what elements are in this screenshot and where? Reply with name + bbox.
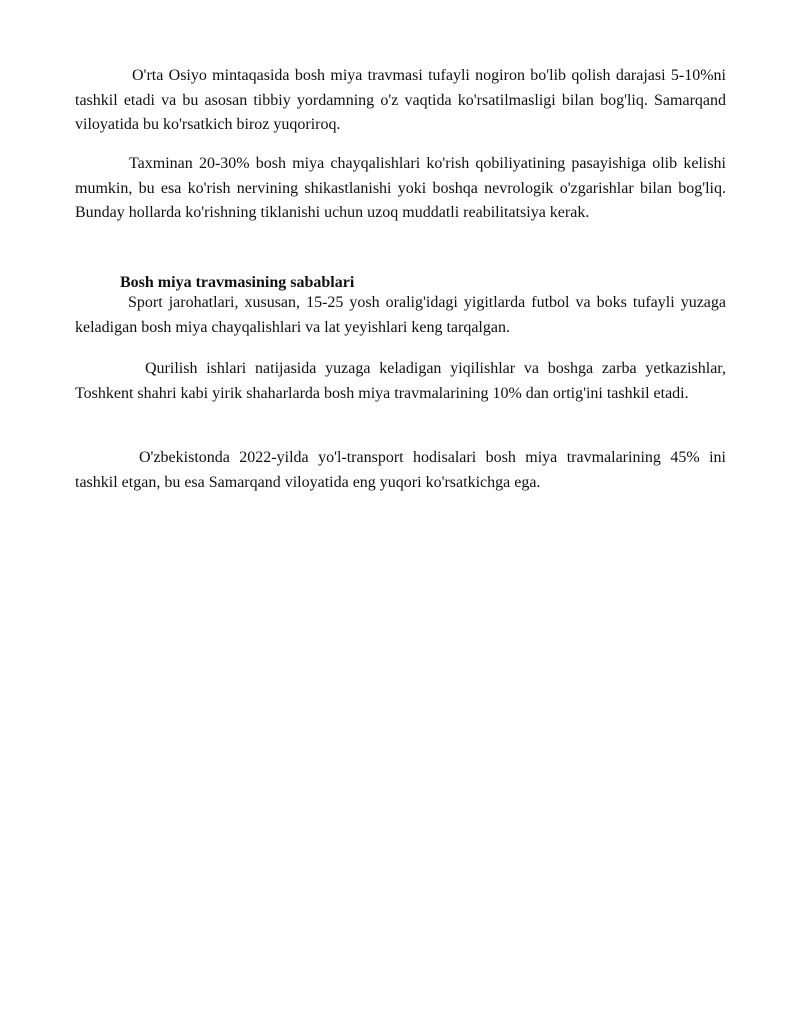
section-heading: Bosh miya travmasining sabablari [120,274,355,291]
paragraph-disability-rate [75,64,726,138]
paragraph-text: Sport jarohatlari, xususan, 15-25 yosh oralig'idagi yigitlarda futbol va boks tufayli yuzaga keladigan bosh miya chayqalishlari va lat yeyishlari keng tarqalgan. [75,294,726,336]
paragraph-road-accidents [75,446,726,495]
paragraph-text: Taxminan 20-30% bosh miya chayqalishlari ko'rish qobiliyatining pasayishiga olib kelishi mumkin, bu esa ko'rish nervining shikastlanishi yoki boshqa nevrologik o'zgarishlar bilan bog'liq. Bunday hollarda ko'rishning tiklanishi uchun uzoq muddatli reabilitatsiya kerak. [75,155,726,221]
paragraph-text: O'rta Osiyo mintaqasida bosh miya travmasi tufayli nogiron bo'lib qolish darajasi 5-10%ni tashkil etadi va bu asosan tibbiy yordamning o'z vaqtida ko'rsatilmasligi bilan bog'liq. Samarqand viloyatida bu ko'rsatkich biroz yuqoriroq. [75,67,726,133]
paragraph-vision-loss [75,152,726,226]
paragraph-construction-falls [75,357,726,406]
paragraph-text: Qurilish ishlari natijasida yuzaga keladigan yiqilishlar va boshga zarba yetkazishlar, Toshkent shahri kabi yirik shaharlarda bosh miya travmalarining 10% dan ortig'ini tashkil etadi. [75,360,726,402]
paragraph-sport-injuries [75,291,726,340]
paragraph-text: O'zbekistonda 2022-yilda yo'l-transport hodisalari bosh miya travmalarining 45% ini tashkil etgan, bu esa Samarqand viloyatida eng yuqori ko'rsatkichga ega. [75,449,726,491]
